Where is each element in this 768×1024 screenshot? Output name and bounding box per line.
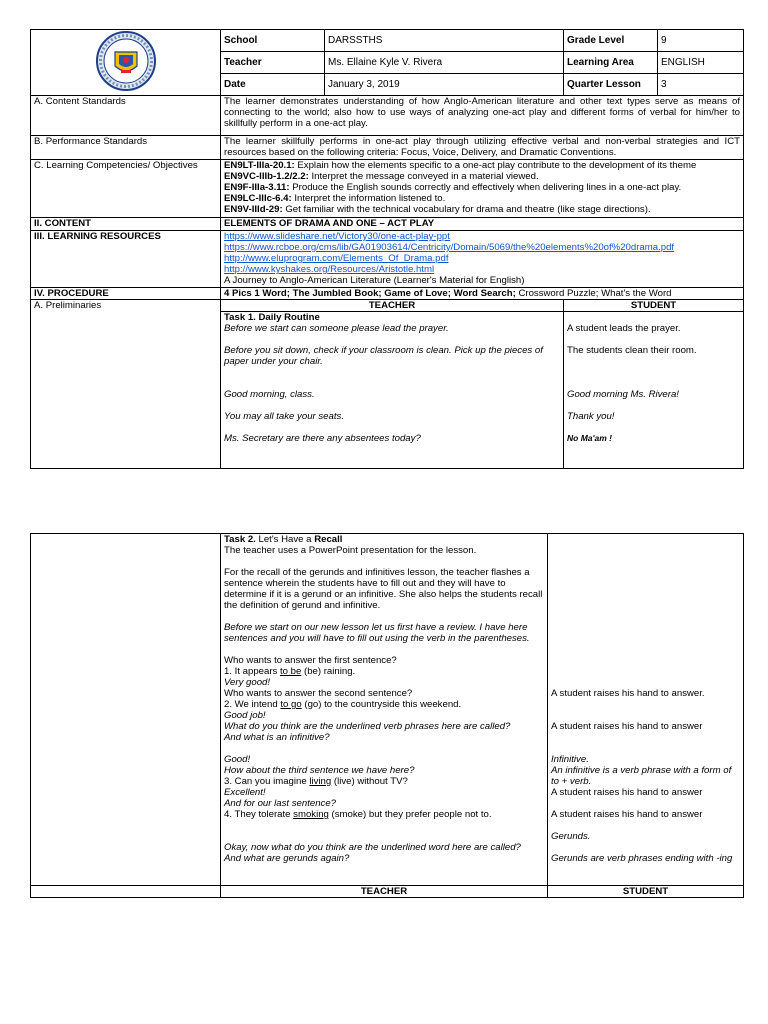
- date-value: January 3, 2019: [325, 74, 564, 96]
- school-value: DARSSTHS: [325, 30, 564, 52]
- content-standards-label: A. Content Standards: [31, 96, 221, 136]
- content-standards-text: The learner demonstrates understanding of how Anglo-American literature and other text types serve as means of connecting to the world; also how to use ways of analyzing one-act play and different forms of verbal for him/her to skillfully perform in a one-act play.: [221, 96, 744, 136]
- teacher-praise: Good!: [224, 754, 251, 765]
- competency-item: EN9V-IIId-29: Get familiar with the technical vocabulary for drama and theatre (like stage directions).: [224, 204, 651, 215]
- competency-item: EN9VC-IIIb-1.2/2.2: Interpret the message conveyed in a material viewed.: [224, 171, 539, 182]
- task2-title: Task 2. Let's Have a Recall: [224, 534, 343, 545]
- student-line: A student raises his hand to answer: [551, 809, 703, 820]
- teacher-line: Before we start can someone please lead the prayer.: [224, 323, 449, 334]
- lesson-plan-table-page1: [30, 29, 744, 469]
- recall-intro: The teacher uses a PowerPoint presentation for the lesson.: [224, 545, 477, 556]
- teacher-question: Who wants to answer the first sentence?: [224, 655, 397, 666]
- content-title: ELEMENTS OF DRAMA AND ONE – ACT PLAY: [221, 218, 744, 231]
- student-line: Infinitive.: [551, 754, 589, 765]
- competency-item: EN9LC-IIIc-6.4: Interpret the information listened to.: [224, 193, 446, 204]
- student-line: A student raises his hand to answer: [551, 721, 703, 732]
- resource-book: A Journey to Anglo-American Literature (Learner's Material for English): [224, 275, 525, 286]
- competency-item: EN9LT-IIIa-20.1: Explain how the elements specific to a one-act play contribute to the development of its theme: [224, 160, 697, 171]
- teacher-praise: Very good!: [224, 677, 271, 688]
- lesson-plan-table-page2: [30, 533, 744, 898]
- school-seal-logo: [95, 30, 157, 92]
- student-line: The students clean their room.: [567, 345, 697, 356]
- teacher-question: And what are gerunds again?: [224, 853, 350, 864]
- recall-student-cell: [548, 534, 744, 886]
- student-line: Gerunds.: [551, 831, 591, 842]
- teacher-praise: Good job!: [224, 710, 266, 721]
- preliminaries-student-cell: [564, 312, 744, 469]
- content-label: II. CONTENT: [31, 218, 221, 231]
- recall-teacher-cell: [221, 534, 548, 886]
- teacher-value: Ms. Ellaine Kyle V. Rivera: [325, 52, 564, 74]
- student-line: Good morning Ms. Rivera!: [567, 389, 679, 400]
- learning-area-label: Learning Area: [564, 52, 658, 74]
- procedure-label: IV. PROCEDURE: [31, 288, 221, 300]
- competencies-label: C. Learning Competencies/ Objectives: [31, 160, 221, 218]
- student-line: A student leads the prayer.: [567, 323, 681, 334]
- student-line: Gerunds are verb phrases ending with -ing: [551, 853, 733, 864]
- teacher-column-footer: TEACHER: [221, 886, 548, 898]
- teacher-question: And for our last sentence?: [224, 798, 336, 809]
- footer-label-cell: [31, 886, 221, 898]
- teacher-line: Ms. Secretary are there any absentees today?: [224, 433, 421, 444]
- learning-resources-list: [221, 231, 744, 288]
- competencies-list: [221, 160, 744, 218]
- learning-resources-label: III. LEARNING RESOURCES: [31, 231, 221, 288]
- sentence-3: 3. Can you imagine living (live) without TV?: [224, 776, 408, 787]
- teacher-question: How about the third sentence we have here?: [224, 765, 415, 776]
- school-logo-cell: [31, 30, 221, 96]
- teacher-question: And what is an infinitive?: [224, 732, 330, 743]
- student-line: No Ma'am !: [567, 433, 612, 443]
- student-column-header: STUDENT: [564, 300, 744, 312]
- teacher-question: Who wants to answer the second sentence?: [224, 688, 413, 699]
- teacher-line: Good morning, class.: [224, 389, 315, 400]
- resource-link[interactable]: http://www.eluprogram.com/Elements_Of_Drama.pdf: [224, 253, 449, 264]
- recall-label-cell: [31, 534, 221, 886]
- teacher-label: Teacher: [221, 52, 325, 74]
- quarter-lesson-value: 3: [658, 74, 744, 96]
- performance-standards-text: The learner skillfully performs in one-act play through utilizing effective verbal and non-verbal strategies and ICT resources based on the following criteria: Focus, Voice, Delivery, and Dramatic Conventions.: [221, 136, 744, 160]
- recall-description: For the recall of the gerunds and infinitives lesson, the teacher flashes a sentence wherein the students have to fill out and they will have to determine if it is a gerund or an infinitive. She also helps the students recall the definition of gerund and infinitive.: [224, 567, 543, 611]
- student-line: Thank you!: [567, 411, 615, 422]
- sentence-4: 4. They tolerate smoking (smoke) but they prefer people not to.: [224, 809, 492, 820]
- date-label: Date: [221, 74, 325, 96]
- task1-title: Task 1. Daily Routine: [224, 312, 320, 323]
- teacher-praise: Excellent!: [224, 787, 266, 798]
- teacher-line: Before you sit down, check if your classroom is clean. Pick up the pieces of paper under your chair.: [224, 345, 543, 367]
- quarter-lesson-label: Quarter Lesson: [564, 74, 658, 96]
- student-line: A student raises his hand to answer: [551, 787, 703, 798]
- sentence-2: 2. We intend to go (go) to the countryside this weekend.: [224, 699, 462, 710]
- teacher-column-header: TEACHER: [221, 300, 564, 312]
- teacher-question: What do you think are the underlined verb phrases here are called?: [224, 721, 511, 732]
- preliminaries-teacher-cell: [221, 312, 564, 469]
- procedure-activities: 4 Pics 1 Word; The Jumbled Book; Game of Love; Word Search; Crossword Puzzle; What's the Word: [221, 288, 744, 300]
- resource-link[interactable]: https://www.rcboe.org/cms/lib/GA01903614/Centricity/Domain/5069/the%20elements%20of%20drama.pdf: [224, 242, 675, 253]
- student-column-footer: STUDENT: [548, 886, 744, 898]
- grade-level-value: 9: [658, 30, 744, 52]
- performance-standards-label: B. Performance Standards: [31, 136, 221, 160]
- resource-link[interactable]: http://www.kyshakes.org/Resources/Aristotle.html: [224, 264, 435, 275]
- grade-level-label: Grade Level: [564, 30, 658, 52]
- resource-link[interactable]: https://www.slideshare.net/Victory30/one-act-play-ppt: [224, 231, 450, 242]
- preliminaries-label: A. Preliminaries: [31, 300, 221, 469]
- student-line: A student raises his hand to answer.: [551, 688, 705, 699]
- competency-item: EN9F-IIIa-3.11: Produce the English sounds correctly and effectively when delivering lines in a one-act play.: [224, 182, 682, 193]
- learning-area-value: ENGLISH: [658, 52, 744, 74]
- student-line: An infinitive is a verb phrase with a form of to + verb.: [551, 765, 732, 787]
- sentence-1: 1. It appears to be (be) raining.: [224, 666, 356, 677]
- teacher-question: Okay, now what do you think are the underlined word here are called?: [224, 842, 521, 853]
- recall-instruction: Before we start on our new lesson let us first have a review. I have here sentences and you will have to fill out using the verb in the parentheses.: [224, 622, 530, 644]
- school-label: School: [221, 30, 325, 52]
- teacher-line: You may all take your seats.: [224, 411, 344, 422]
